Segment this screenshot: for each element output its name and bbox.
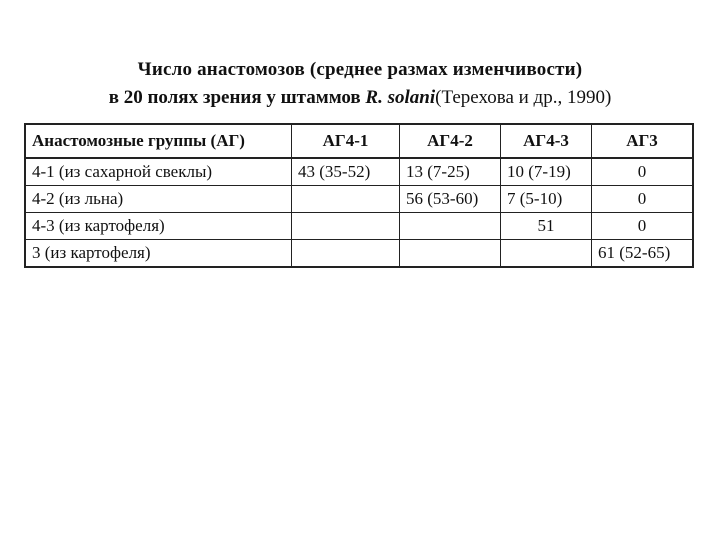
header-groups: Анастомозные группы (АГ) <box>25 124 292 158</box>
table-cell <box>501 240 592 268</box>
title-line-2 <box>0 84 720 112</box>
row-label: 4-3 (из картофеля) <box>25 213 292 240</box>
citation: (Терехова и др., 1990) <box>435 87 612 108</box>
table-row <box>25 186 693 213</box>
table-cell: 61 (52-65) <box>592 240 694 268</box>
table-cell <box>400 240 501 268</box>
table-header-row <box>25 124 693 158</box>
table-cell: 0 <box>592 158 694 186</box>
row-label: 3 (из картофеля) <box>25 240 292 268</box>
table-cell <box>292 213 400 240</box>
header-ag4-2: АГ4-2 <box>400 124 501 158</box>
table-cell: 13 (7-25) <box>400 158 501 186</box>
header-ag4-1: АГ4-1 <box>292 124 400 158</box>
table-row <box>25 240 693 268</box>
header-ag3: АГ3 <box>592 124 694 158</box>
table-cell: 10 (7-19) <box>501 158 592 186</box>
header-ag4-3: АГ4-3 <box>501 124 592 158</box>
table-cell: 7 (5-10) <box>501 186 592 213</box>
table-cell <box>292 240 400 268</box>
row-label: 4-2 (из льна) <box>25 186 292 213</box>
page-title <box>0 56 720 112</box>
row-label: 4-1 (из сахарной свеклы) <box>25 158 292 186</box>
species-name: R. solani <box>365 87 436 108</box>
table-cell: 51 <box>501 213 592 240</box>
anastomosis-table <box>24 123 694 268</box>
table-cell: 56 (53-60) <box>400 186 501 213</box>
table-cell: 0 <box>592 186 694 213</box>
table-cell: 43 (35-52) <box>292 158 400 186</box>
table-row <box>25 213 693 240</box>
title-line-2-text: в 20 полях зрения у штаммов <box>108 87 361 108</box>
table-cell <box>292 186 400 213</box>
title-line-1: Число анастомозов (среднее размах изменчивости) <box>137 59 583 80</box>
table-cell: 0 <box>592 213 694 240</box>
table-cell <box>400 213 501 240</box>
table-row <box>25 158 693 186</box>
